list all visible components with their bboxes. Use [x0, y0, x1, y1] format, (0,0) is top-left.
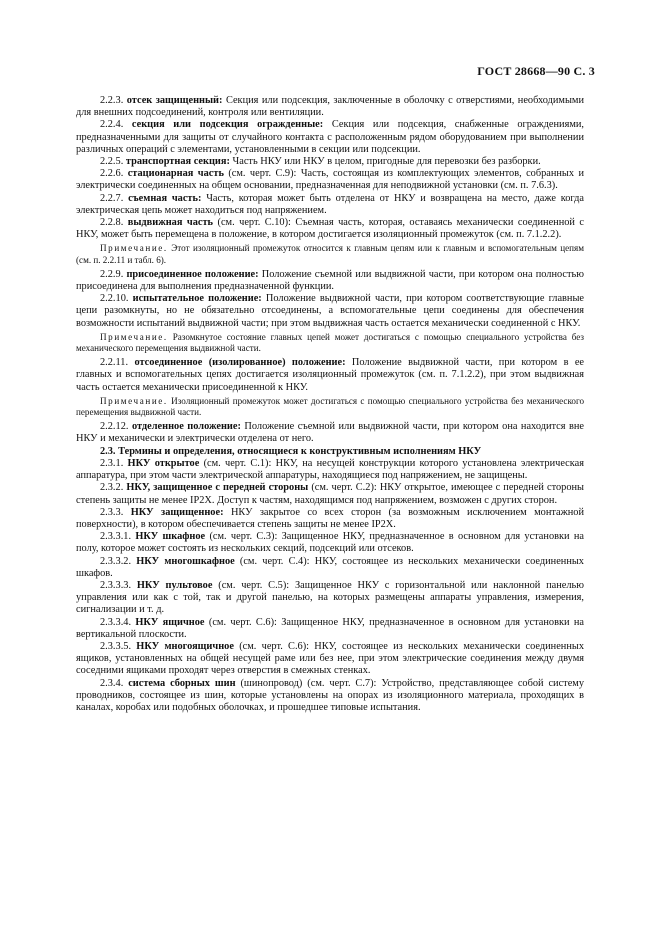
clause-number: 2.2.11. [100, 357, 129, 369]
term-paragraph [76, 617, 584, 641]
clause-number: 2.2.7. [100, 192, 124, 204]
note-paragraph [76, 396, 584, 418]
term-name: НКУ многоящичное [136, 640, 234, 652]
clause-number: 2.2.5. [100, 156, 124, 168]
note-label: Примечание. [100, 243, 168, 254]
term-definition: (см. черт. С.1): НКУ, на несущей конструкции которого установлена электрическая аппаратура, при этом части электрической аппаратуры, находящиеся под напряжением, не защищены. [76, 457, 584, 482]
term-definition: (см. черт. С.6): Защищенное НКУ, предназначенное в основном для установки на вертикальной плоскости. [76, 616, 584, 640]
term-definition: Секция или подсекция, снабженные ограждениями, предназначенными для защиты от случайного контакта с расположенным рядом оборудованием при выполнении различных операций с элементами, установленными в секции или подсекции. [76, 119, 584, 155]
clause-number: 2.2.3. [100, 95, 124, 106]
note-paragraph [76, 243, 584, 265]
term-definition: (см. черт. С.5): Защищенное НКУ с горизонтальной или наклонной панелью управления или как с той, так и другой панелью, на которых размещены аппараты управления, измерения, сигнализации и т. д. [76, 579, 584, 616]
note-text: Изоляционный промежуток может достигаться с помощью специального устройства без механического перемещения выдвижной части. [76, 395, 584, 418]
clause-number: 2.2.8. [100, 217, 124, 229]
term-paragraph [76, 641, 584, 678]
term-name: НКУ, защищенное с передней стороны [126, 482, 309, 494]
term-paragraph [76, 168, 584, 192]
term-paragraph [76, 580, 584, 617]
term-paragraph [76, 193, 584, 217]
term-paragraph [76, 95, 584, 119]
term-name: Термины и определения, относящиеся к конструктивным исполнениям НКУ [118, 445, 482, 457]
note-label: Примечание. [100, 331, 168, 342]
clause-number: 2.3.3.3. [100, 579, 132, 591]
clause-number: 2.3.3.5. [100, 640, 132, 652]
clause-number: 2.3.3.4. [100, 616, 132, 628]
term-name: съемная часть: [128, 192, 202, 204]
term-name: НКУ ящичное [135, 616, 205, 628]
term-definition: Часть, которая может быть отделена от НКУ и возвращена на место, даже когда электрическая цепь может находиться под напряжением. [76, 192, 584, 216]
clause-number: 2.3.3.1. [100, 531, 132, 543]
term-name: присоединенное положение: [126, 268, 259, 280]
term-paragraph [76, 156, 584, 168]
note-label: Примечание. [100, 395, 168, 406]
clause-number: 2.2.10. [100, 293, 129, 305]
term-definition: Секция или подсекция, заключенные в оболочку с отверстиями, необходимыми для внешних подсоединений, контроля или вентиляции. [76, 95, 584, 119]
term-paragraph [76, 458, 584, 482]
note-paragraph [76, 332, 584, 354]
term-name: транспортная секция: [125, 156, 230, 168]
term-definition: НКУ закрытое со всех сторон (за возможным исключением монтажной поверхности), в котором обеспечивается степень защиты не менее IP2X. [76, 506, 584, 530]
term-paragraph [76, 217, 584, 241]
term-definition: (шинопровод) (см. черт. С.7): Устройство, представляющее собой систему проводников, состоящее из шин, которые установлены на опорах из изоляционного материала, проходящих в каналах, коробах или подобных оболочках, и прошедшее типовые испытания. [76, 677, 585, 713]
clause-number: 2.3.3. [100, 506, 124, 518]
term-definition: (см. черт. С.10): Съемная часть, которая, оставаясь механически соединенной с НКУ, может быть перемещена в положение, в котором достигается изоляционный промежуток (см. п. 7.1.2.2). [76, 217, 584, 241]
clause-number: 2.3. [100, 445, 116, 457]
term-name: система сборных шин [128, 677, 236, 689]
term-name: НКУ шкафное [135, 531, 206, 543]
note-text: Этот изоляционный промежуток относится к главным цепям или к главным и вспомогательным цепям (см. п. 2.2.11 и табл. 6). [76, 243, 584, 265]
clause-number: 2.2.4. [100, 119, 124, 131]
term-name: испытательное положение: [132, 293, 262, 305]
term-paragraph [76, 293, 584, 330]
note-text: Разомкнутое состояние главных цепей может достигаться с помощью специального устройства без механического перемещения выдвижной части. [76, 331, 584, 354]
term-definition: (см. черт. С.3): Защищенное НКУ, предназначенное в основном для установки на полу, которое может состоять из нескольких секций, подсекций или отсеков. [76, 531, 584, 555]
term-definition: (см. черт. С.2): НКУ открытое, имеющее с передней стороны степень защиты не менее IP2X. Доступ к частям, находящимся под напряжением, возможен с других сторон. [76, 482, 585, 506]
term-paragraph [76, 357, 584, 394]
term-definition: (см. черт. С.9): Часть, состоящая из комплектующих элементов, собранных и электрически соединенных на общем основании, предназначенная для неподвижной установки (см. п. 7.6.3). [76, 168, 584, 192]
clause-number: 2.3.3.2. [100, 555, 132, 567]
term-paragraph [76, 507, 584, 531]
term-paragraph [76, 119, 584, 156]
term-definition: Часть НКУ или НКУ в целом, пригодные для перевозки без разборки. [232, 156, 541, 168]
term-paragraph [76, 531, 584, 555]
term-definition: Положение выдвижной части, при котором соответствующие главные цепи разомкнуты, но не обязательно отсоединены, а вспомогательные цепи соединены для обеспечения возможности испытаний выдвижной части; при этом выдвижная часть остается механически соединенной с НКУ. [76, 293, 585, 329]
term-name: НКУ защищенное: [130, 506, 224, 518]
page-header: ГОСТ 28668—90 С. 3 [477, 64, 595, 78]
term-definition: Положение съемной или выдвижной части, при котором она находится вне НКУ и механически и электрически отделена от него. [76, 421, 584, 445]
term-name: выдвижная часть [127, 217, 214, 229]
term-definition: (см. черт. С.4): НКУ, состоящее из нескольких механически соединенных шкафов. [76, 555, 584, 579]
term-definition: Положение съемной или выдвижной части, при котором она полностью присоединена для выполнения предназначенной функции. [76, 268, 584, 293]
clause-number: 2.2.6. [100, 168, 124, 180]
term-name: отсоединенное (изолированное) положение: [134, 357, 346, 369]
term-name: стационарная часть [127, 168, 224, 180]
term-paragraph [76, 269, 584, 293]
clause-number: 2.3.1. [100, 457, 124, 469]
clause-number: 2.3.4. [100, 677, 124, 689]
term-paragraph [76, 482, 584, 506]
clause-number: 2.2.9. [100, 268, 124, 280]
section-heading [76, 446, 584, 458]
clause-number: 2.2.12. [100, 421, 129, 433]
term-name: секция или подсекция огражденные: [131, 119, 324, 131]
term-name: НКУ многошкафное [136, 555, 235, 567]
term-paragraph [76, 678, 584, 715]
document-body [76, 95, 584, 714]
clause-number: 2.3.2. [100, 482, 124, 494]
term-name: НКУ открытое [127, 457, 200, 469]
term-name: отсек защищенный: [126, 95, 223, 106]
term-definition: Положение выдвижной части, при котором в ее главных и вспомогательных цепях достигается изоляционный промежуток (см. п. 7.1.2.2), при этом выдвижная часть остается механически присоединенной к НКУ. [76, 357, 585, 393]
term-name: отделенное положение: [131, 421, 241, 433]
term-name: НКУ пультовое [136, 579, 213, 591]
term-paragraph [76, 421, 584, 445]
term-definition: (см. черт. С.6): НКУ, состоящее из нескольких механически соединенных ящиков, установленных на общей несущей раме или без нее, при этом электрические соединения между двумя соседними ящиками проходят через отверстия в смежных стенках. [76, 640, 584, 677]
term-paragraph [76, 556, 584, 580]
